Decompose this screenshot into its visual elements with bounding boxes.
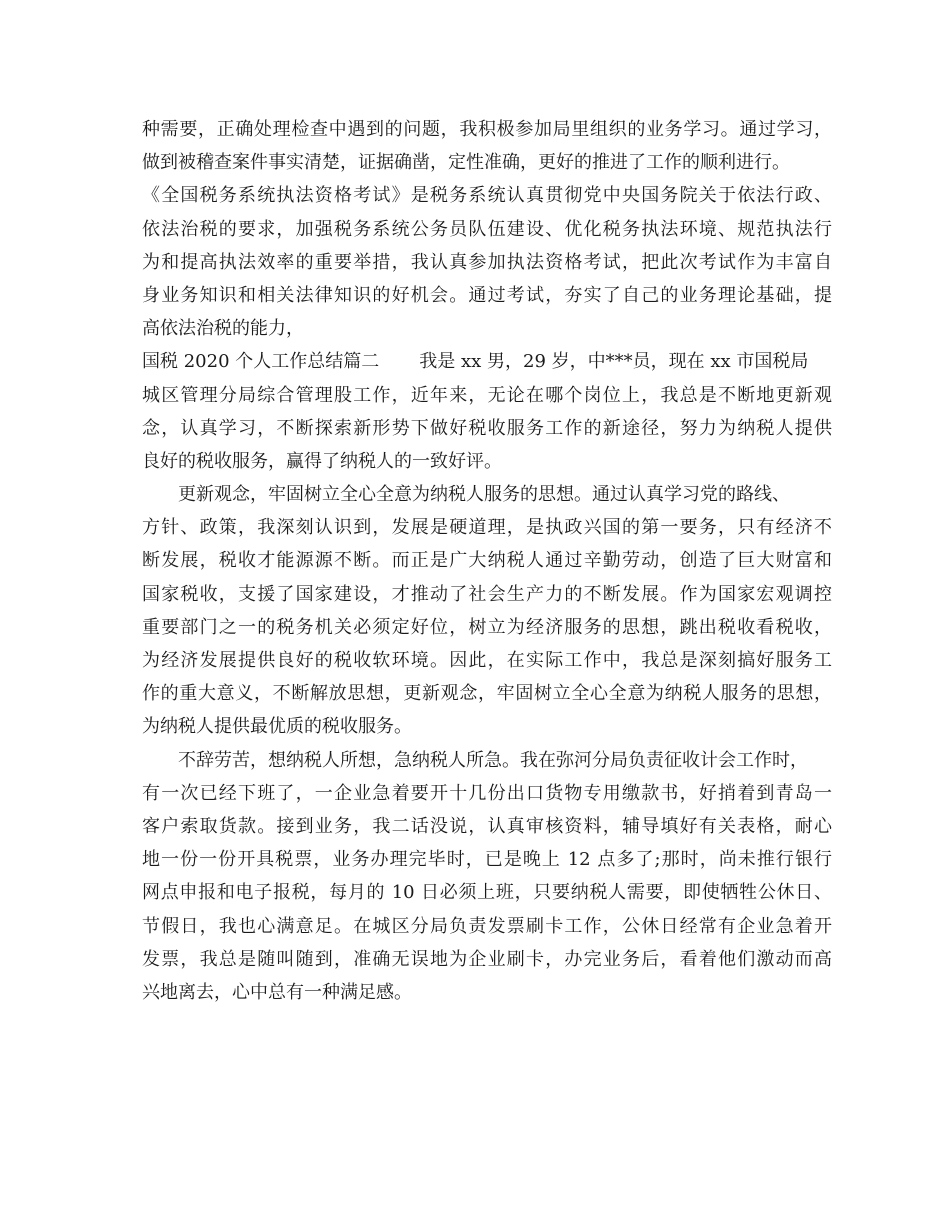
text-line: 念，认真学习，不断探索新形势下做好税收服务工作的新途径，努力为纳税人提供 bbox=[142, 417, 832, 439]
text-line: 地一份一份开具税票，业务办理完毕时，已是晚上 12 点多了;那时，尚未推行银行 bbox=[142, 849, 832, 871]
text-line: 网点申报和电子报税，每月的 10 日必须上班，只要纳税人需要，即使牺牲公休日、 bbox=[142, 882, 832, 904]
text-line: 依法治税的要求，加强税务系统公务员队伍建设、优化税务执法环境、规范执法行 bbox=[142, 218, 832, 240]
text-line: 良好的税收服务，赢得了纳税人的一致好评。 bbox=[142, 450, 502, 472]
text-line: 有一次已经下班了，一企业急着要开十几份出口货物专用缴款书，好捎着到青岛一 bbox=[142, 782, 832, 804]
paragraph-start-line: 更新观念，牢固树立全心全意为纳税人服务的思想。通过认真学习党的路线、 bbox=[178, 484, 790, 506]
text-line: 为纳税人提供最优质的税收服务。 bbox=[142, 716, 412, 738]
text-line: 断发展，税收才能源源不断。而正是广大纳税人通过辛勤劳动，创造了巨大财富和 bbox=[142, 550, 832, 572]
text-line: 兴地离去，心中总有一种满足感。 bbox=[142, 981, 412, 1003]
text-line: 方针、政策，我深刻认识到，发展是硬道理，是执政兴国的第一要务，只有经济不 bbox=[142, 517, 832, 539]
text-line: 种需要，正确处理检查中遇到的问题，我积极参加局里组织的业务学习。通过学习， bbox=[142, 119, 832, 140]
text-line: 重要部门之一的税务机关必须定好位，树立为经济服务的思想，跳出税收看税收， bbox=[142, 616, 832, 638]
text-line: 节假日，我也心满意足。在城区分局负责发票刷卡工作，公休日经常有企业急着开 bbox=[142, 915, 832, 937]
section-heading-line bbox=[142, 345, 832, 378]
text-line: 为经济发展提供良好的税收软环境。因此，在实际工作中，我总是深刻搞好服务工 bbox=[142, 650, 832, 671]
text-line: 国家税收，支援了国家建设，才推动了社会生产力的不断发展。作为国家宏观调控 bbox=[142, 583, 832, 605]
text-line: 发票，我总是随叫随到，准确无误地为企业刷卡，办完业务后，看着他们激动而高 bbox=[142, 948, 832, 970]
document-body bbox=[142, 113, 832, 1009]
paragraph-start-line: 不辞劳苦，想纳税人所想，急纳税人所急。我在弥河分局负责征收计会工作时， bbox=[178, 749, 808, 771]
text-line: 做到被稽查案件事实清楚，证据确凿，定性准确，更好的推进了工作的顺利进行。 bbox=[142, 152, 790, 174]
section-title: 国税 2020 个人工作总结篇二 bbox=[142, 351, 380, 373]
section-intro-text: 我是 xx 男，29 岁，中***员，现在 xx 市国税局 bbox=[419, 351, 809, 373]
text-line: 高依法治税的能力， bbox=[142, 318, 304, 340]
text-line: 客户索取货款。接到业务，我二话没说，认真审核资料，辅导填好有关表格，耐心 bbox=[142, 815, 832, 837]
text-line: 作的重大意义，不断解放思想，更新观念，牢固树立全心全意为纳税人服务的思想， bbox=[142, 683, 832, 705]
text-line: 《全国税务系统执法资格考试》是税务系统认真贯彻党中央国务院关于依法行政、 bbox=[142, 185, 832, 207]
text-line: 为和提高执法效率的重要举措，我认真参加执法资格考试，把此次考试作为丰富自 bbox=[142, 251, 832, 273]
text-line: 城区管理分局综合管理股工作，近年来，无论在哪个岗位上，我总是不断地更新观 bbox=[142, 384, 832, 406]
text-line: 身业务知识和相关法律知识的好机会。通过考试，夯实了自己的业务理论基础，提 bbox=[142, 284, 832, 306]
